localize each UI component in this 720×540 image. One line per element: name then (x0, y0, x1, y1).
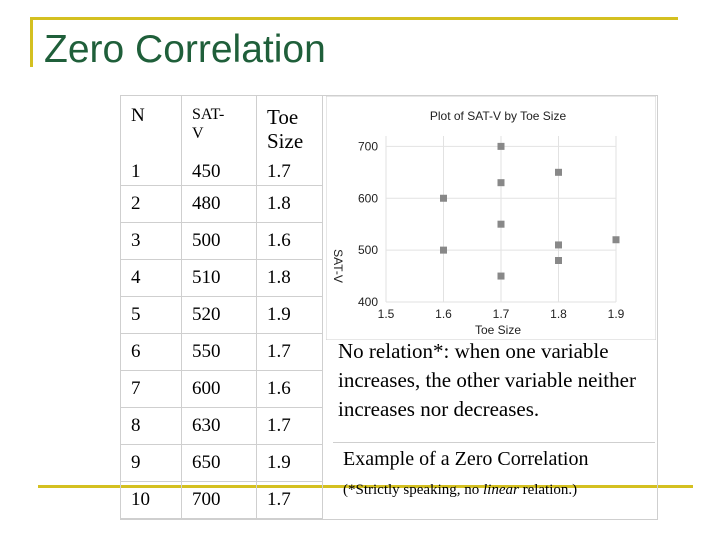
row-1-sat: 450 (192, 160, 221, 182)
row-9-toe: 1.9 (257, 445, 323, 482)
row-1-toe: 1.7 (267, 160, 291, 182)
x-tick-label: 1.5 (377, 307, 395, 321)
x-tick-label: 1.6 (435, 307, 452, 321)
data-point (498, 273, 505, 280)
data-point (555, 169, 562, 176)
table-row (121, 482, 323, 519)
x-tick-label: 1.8 (550, 307, 567, 321)
table-row (121, 223, 323, 260)
row-8-n: 8 (121, 408, 182, 445)
row-7-n: 7 (121, 371, 182, 408)
row-10-toe: 1.7 (257, 482, 323, 519)
row-7-toe: 1.6 (257, 371, 323, 408)
data-point (498, 179, 505, 186)
table-header-row (121, 96, 323, 186)
table-row (121, 297, 323, 334)
data-point (440, 247, 447, 254)
header-sat-line1: SAT- (192, 105, 225, 123)
data-point (440, 195, 447, 202)
row-6-toe: 1.7 (257, 334, 323, 371)
table-row (121, 334, 323, 371)
row-2-n: 2 (121, 186, 182, 223)
row-3-toe: 1.6 (257, 223, 323, 260)
footnote-italic: linear (482, 482, 519, 498)
y-tick-label: 400 (357, 295, 378, 309)
row-6-n: 6 (121, 334, 182, 371)
footnote-prefix: (*Strictly speaking, no (343, 482, 483, 498)
table-row (121, 408, 323, 445)
row-9-sat: 650 (182, 445, 257, 482)
row-3-n: 3 (121, 223, 182, 260)
row-8-toe: 1.7 (257, 408, 323, 445)
example-caption: Example of a Zero Correlation (343, 448, 589, 470)
x-axis-label: Toe Size (474, 323, 522, 337)
row-2-toe: 1.8 (257, 186, 323, 223)
frame-top-line (30, 17, 678, 20)
row-5-n: 5 (121, 297, 182, 334)
y-tick-label: 500 (357, 243, 378, 258)
table-row (121, 371, 323, 408)
chart-title: Plot of SAT-V by Toe Size (429, 109, 567, 123)
table-row (121, 445, 323, 482)
y-tick-label: 600 (357, 191, 378, 206)
row-1-n: 1 (131, 160, 141, 182)
row-4-toe: 1.8 (257, 260, 323, 297)
footnote-text (343, 479, 643, 501)
header-cell-toe (257, 96, 323, 186)
row-2-sat: 480 (182, 186, 257, 223)
header-cell-n (121, 96, 182, 186)
data-point (498, 143, 505, 150)
header-sat-line2: V (192, 124, 204, 142)
row-10-n: 10 (121, 482, 182, 519)
table-row (121, 186, 323, 223)
x-tick-label: 1.7 (492, 307, 510, 321)
header-toe-line1: Toe (267, 104, 299, 129)
notes-divider (333, 442, 655, 443)
header-toe-line2: Size (267, 128, 304, 153)
frame-left-line (30, 17, 33, 67)
scatter-chart (326, 96, 656, 340)
slide-title: Zero Correlation (44, 28, 326, 71)
y-tick-label: 700 (357, 139, 378, 154)
data-point (555, 241, 562, 248)
description-text: No relation*: when one variable increases, the other variable neither increases nor decreases. (338, 339, 636, 421)
data-point (555, 257, 562, 264)
row-10-sat: 700 (182, 482, 257, 519)
row-6-sat: 550 (182, 334, 257, 371)
row-9-n: 9 (121, 445, 182, 482)
header-n-label: N (131, 104, 145, 126)
row-4-sat: 510 (182, 260, 257, 297)
row-5-toe: 1.9 (257, 297, 323, 334)
footnote-suffix: relation.) (518, 482, 578, 498)
y-axis-label: SAT-V (331, 249, 345, 283)
data-point (613, 236, 620, 243)
row-8-sat: 630 (182, 408, 257, 445)
scatter-chart-svg (326, 96, 656, 340)
data-point (498, 221, 505, 228)
row-5-sat: 520 (182, 297, 257, 334)
table-row (121, 260, 323, 297)
header-cell-sat (182, 96, 257, 186)
data-table (120, 95, 323, 519)
x-tick-label: 1.9 (607, 307, 625, 321)
row-4-n: 4 (121, 260, 182, 297)
row-3-sat: 500 (182, 223, 257, 260)
row-7-sat: 600 (182, 371, 257, 408)
